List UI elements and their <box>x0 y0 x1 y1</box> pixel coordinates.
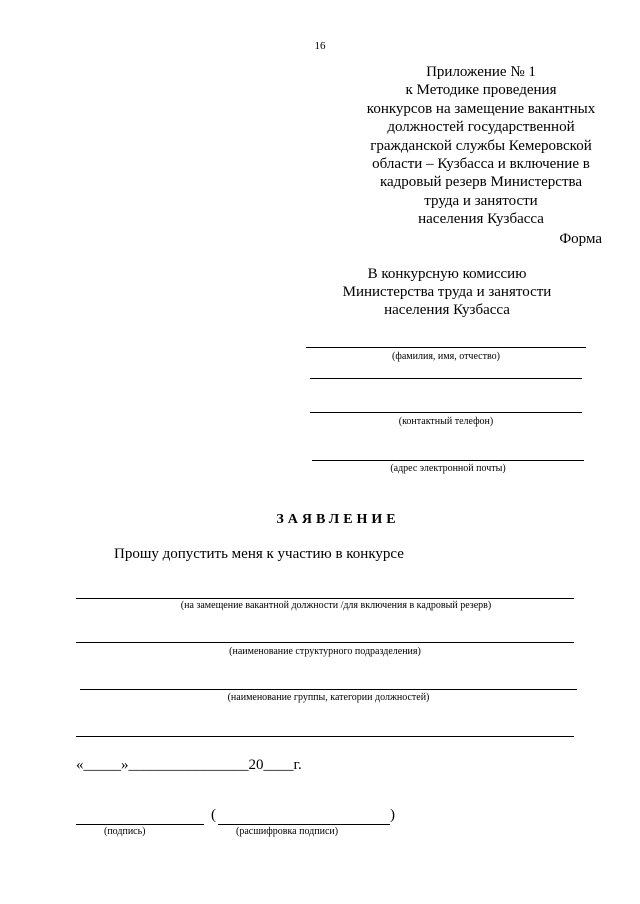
close-paren: ) <box>390 807 395 823</box>
group-caption: (наименование группы, категории должностей) <box>227 692 430 703</box>
appendix-line: кадровый резерв Министерства <box>379 174 583 191</box>
signature-decoding-line[interactable] <box>218 824 390 825</box>
phone-input-line[interactable] <box>310 412 582 413</box>
appendix-line: Приложение № 1 <box>426 64 536 80</box>
addressee-block <box>336 265 558 319</box>
date-field[interactable]: «_____»________________20____г. <box>76 757 302 773</box>
request-text: Прошу допустить меня к участию в конкурсе <box>114 546 404 562</box>
email-input-line[interactable] <box>312 460 584 461</box>
addressee-line: Министерства труда и занятости <box>342 284 552 300</box>
addressee-line: населения Кузбасса <box>384 302 510 318</box>
extra-input-line[interactable] <box>76 736 574 737</box>
fio-caption: (фамилия, имя, отчество) <box>392 351 500 362</box>
signature-caption: (подпись) <box>104 826 146 837</box>
purpose-input-line[interactable] <box>76 598 574 599</box>
appendix-line: гражданской службы Кемеровской <box>370 137 592 154</box>
division-caption: (наименование структурного подразделения) <box>229 646 421 657</box>
document-heading: ЗАЯВЛЕНИЕ <box>276 512 400 527</box>
appendix-line: конкурсов на замещение вакантных <box>366 100 596 117</box>
group-input-line[interactable] <box>80 689 577 690</box>
phone-caption: (контактный телефон) <box>398 416 494 427</box>
addressee-line: В конкурсную комиссию <box>367 266 527 282</box>
signature-decoding-caption: (расшифровка подписи) <box>236 826 339 837</box>
purpose-caption: (на замещение вакантной должности /для включения в кадровый резерв) <box>180 600 492 611</box>
appendix-header <box>358 63 604 229</box>
page-number: 16 <box>314 40 326 52</box>
email-caption: (адрес электронной почты) <box>390 463 506 474</box>
signature-line[interactable] <box>76 824 204 825</box>
appendix-line: должностей государственной <box>387 119 575 136</box>
form-label: Форма <box>559 231 602 247</box>
open-paren: ( <box>211 807 216 823</box>
division-input-line[interactable] <box>76 642 574 643</box>
appendix-line: области – Кузбасса и включение в <box>372 156 590 173</box>
fio-continuation-line[interactable] <box>310 378 582 379</box>
appendix-line: к Методике проведения <box>405 82 557 99</box>
appendix-line: населения Кузбасса <box>418 211 544 228</box>
appendix-line: труда и занятости <box>424 192 538 209</box>
fio-input-line[interactable] <box>306 347 586 348</box>
